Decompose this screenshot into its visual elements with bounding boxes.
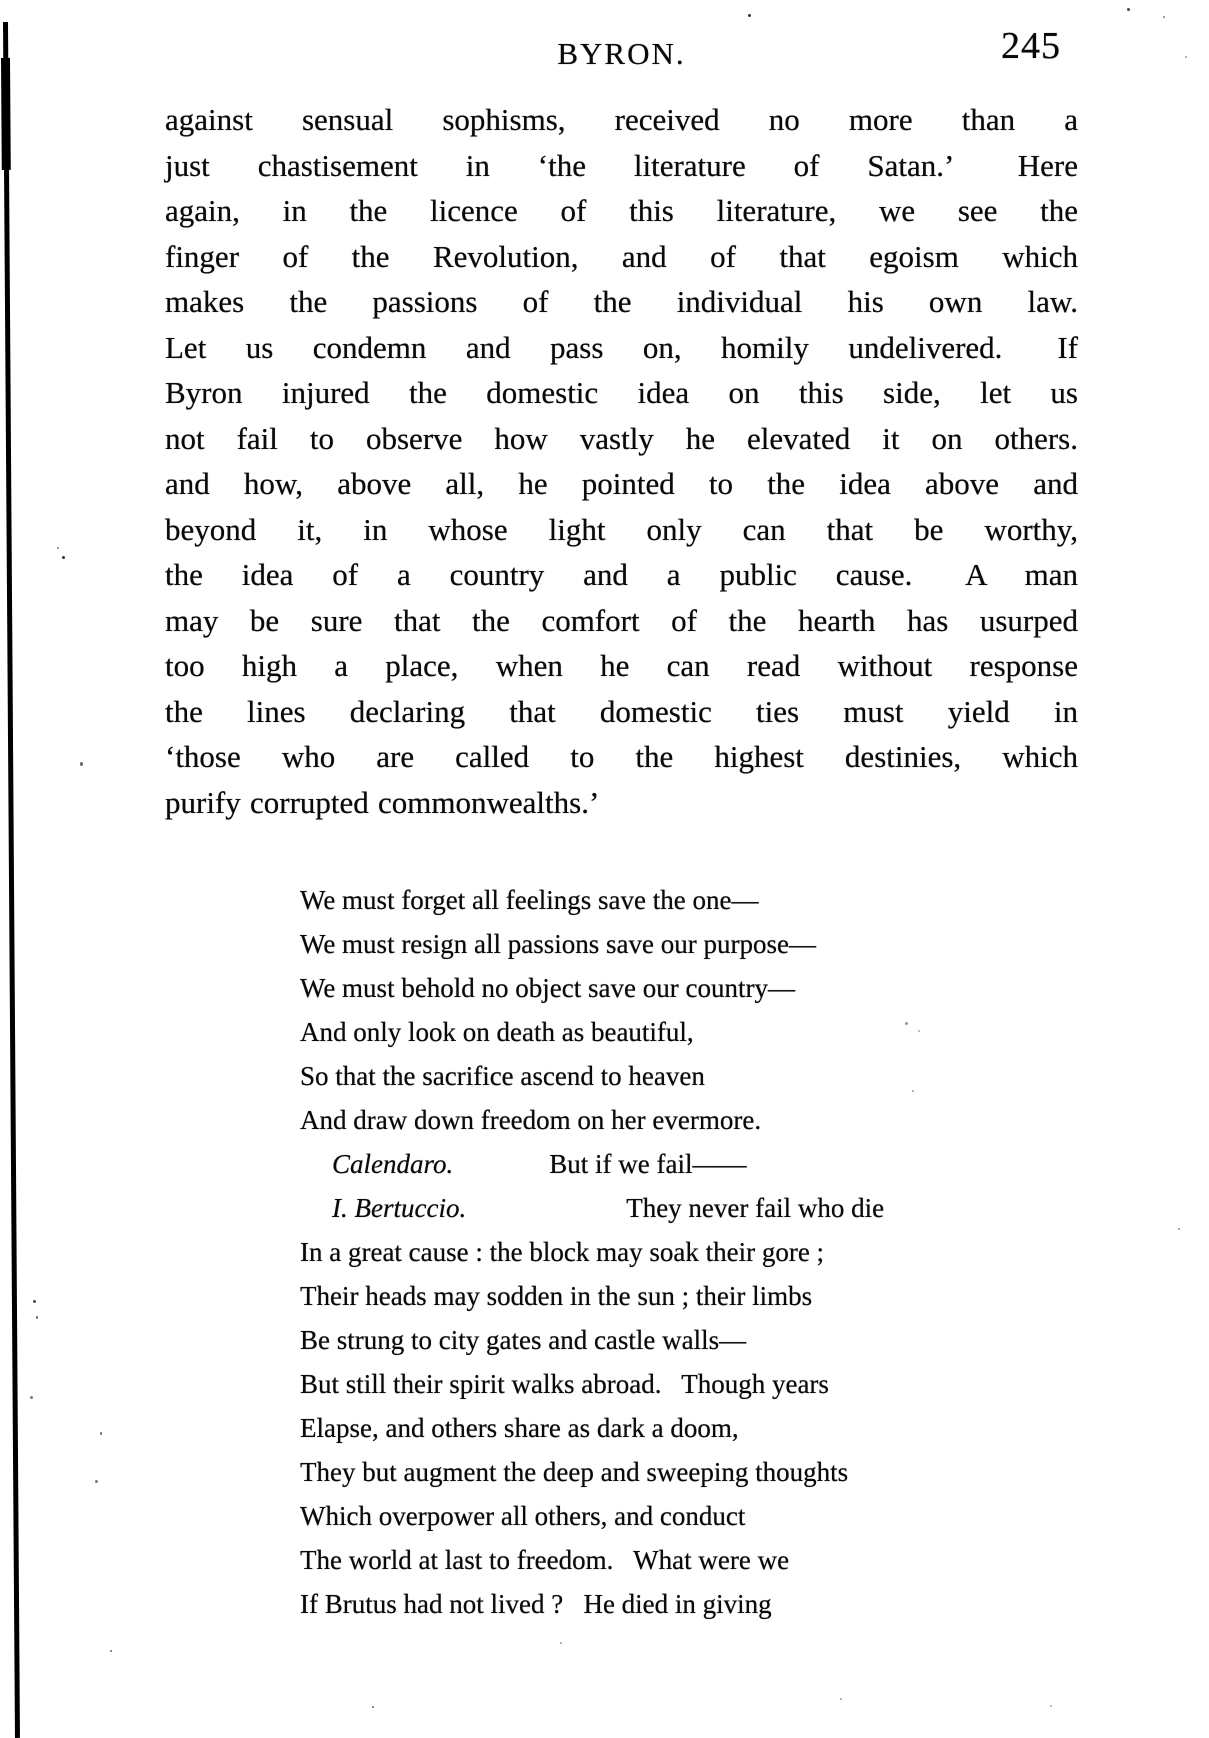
poem-line-bertuccio [300, 1186, 1080, 1230]
paragraph-line: may be sure that the comfort of the hearth has usurped [165, 602, 1078, 638]
noise-speck [100, 1432, 102, 1435]
paragraph-line: the lines declaring that domestic ties must yield in [165, 693, 1078, 729]
paragraph-line: Let us condemn and pass on, homily undelivered. If [165, 329, 1078, 365]
poem-line-text: We must resign all passions save our purpose— [300, 929, 816, 959]
poem-line-text: They never fail who die [626, 1193, 885, 1223]
running-head-title: BYRON. [557, 36, 686, 71]
poem-line [300, 966, 1080, 1010]
speaker-name: Calendaro. [332, 1149, 454, 1179]
poem-line [300, 1450, 1080, 1494]
poem-line-text: They but augment the deep and sweeping thoughts [300, 1457, 849, 1487]
paragraph-line: purify corrupted commonwealths.’ [165, 784, 600, 820]
poem-line-text: And only look on death as beautiful, [300, 1017, 694, 1047]
poem-line [300, 1538, 1080, 1582]
noise-speck [62, 556, 65, 559]
poem-line [300, 1582, 1080, 1626]
noise-speck [918, 1030, 920, 1032]
poem-line-text: Be strung to city gates and castle walls— [300, 1325, 747, 1355]
noise-speck [33, 1300, 36, 1303]
poem-line [300, 1318, 1080, 1362]
noise-speck [1050, 1705, 1052, 1707]
verse-quotation [300, 878, 1080, 1626]
poem-line-text: So that the sacrifice ascend to heaven [300, 1061, 705, 1091]
noise-speck [30, 1396, 33, 1399]
page-number: 245 [1001, 25, 1061, 67]
body-paragraph [165, 97, 1078, 825]
paragraph-line: ‘those who are called to the highest destinies, which [165, 739, 1078, 774]
noise-speck [80, 762, 83, 766]
speaker-name: I. Bertuccio. [332, 1193, 467, 1223]
noise-speck [110, 1650, 112, 1652]
poem-line-text: We must forget all feelings save the one— [300, 885, 759, 915]
paragraph-line: beyond it, in whose light only can that be worthy, [165, 511, 1078, 547]
noise-speck [1185, 56, 1187, 58]
paragraph-line: makes the passions of the individual his own law. [165, 284, 1078, 319]
noise-speck [36, 1316, 38, 1319]
poem-line-text: But still their spirit walks abroad. Though years [300, 1369, 829, 1399]
poem-line [300, 1362, 1080, 1406]
poem-line-text: In a great cause : the block may soak their gore ; [300, 1237, 825, 1267]
paragraph-line: against sensual sophisms, received no more than a [165, 102, 1078, 137]
poem-line-text: If Brutus had not lived ? He died in giving [300, 1589, 772, 1619]
poem-line-text: But if we fail—— [549, 1149, 747, 1179]
poem-line-text: Their heads may sodden in the sun ; their limbs [300, 1281, 813, 1311]
noise-speck [560, 1642, 562, 1644]
poem-line-text: The world at last to freedom. What were we [300, 1545, 790, 1575]
paragraph-line: again, in the licence of this literature, we see the [165, 193, 1078, 228]
noise-speck [748, 14, 751, 17]
paragraph-line: the idea of a country and a public cause. A man [165, 557, 1078, 592]
noise-speck [1127, 8, 1130, 11]
poem-line [300, 1054, 1080, 1098]
poem-line [300, 922, 1080, 966]
scan-binding-edge-artifact [3, 22, 20, 1738]
noise-speck [840, 1698, 842, 1700]
poem-line [300, 1274, 1080, 1318]
scan-binding-edge-artifact-thick [1, 58, 11, 170]
noise-speck [57, 547, 59, 549]
poem-line [300, 1406, 1080, 1450]
paragraph-line: not fail to observe how vastly he elevated it on others. [165, 420, 1078, 456]
paragraph-line: finger of the Revolution, and of that egoism which [165, 238, 1078, 274]
poem-line-calendaro [300, 1142, 1080, 1186]
paragraph-line: too high a place, when he can read without response [165, 648, 1078, 683]
noise-speck [905, 1022, 908, 1025]
noise-speck [95, 1480, 98, 1483]
poem-line-text: Which overpower all others, and conduct [300, 1501, 746, 1531]
poem-line-text: And draw down freedom on her evermore. [300, 1105, 762, 1135]
poem-line [300, 1494, 1080, 1538]
paragraph-line: Byron injured the domestic idea on this side, let us [165, 375, 1078, 410]
poem-line [300, 878, 1080, 922]
noise-speck [372, 1706, 374, 1708]
paragraph-line: and how, above all, he pointed to the idea above and [165, 466, 1078, 501]
poem-line [300, 1230, 1080, 1274]
noise-speck [1178, 1228, 1180, 1230]
poem-line [300, 1098, 1080, 1142]
poem-line-text: Elapse, and others share as dark a doom, [300, 1413, 739, 1443]
poem-line-text: We must behold no object save our country— [300, 973, 795, 1003]
poem-line [300, 1010, 1080, 1054]
noise-speck [912, 1090, 914, 1092]
paragraph-line: just chastisement in ‘the literature of Satan.’ Here [165, 147, 1078, 183]
noise-speck [1163, 16, 1165, 18]
